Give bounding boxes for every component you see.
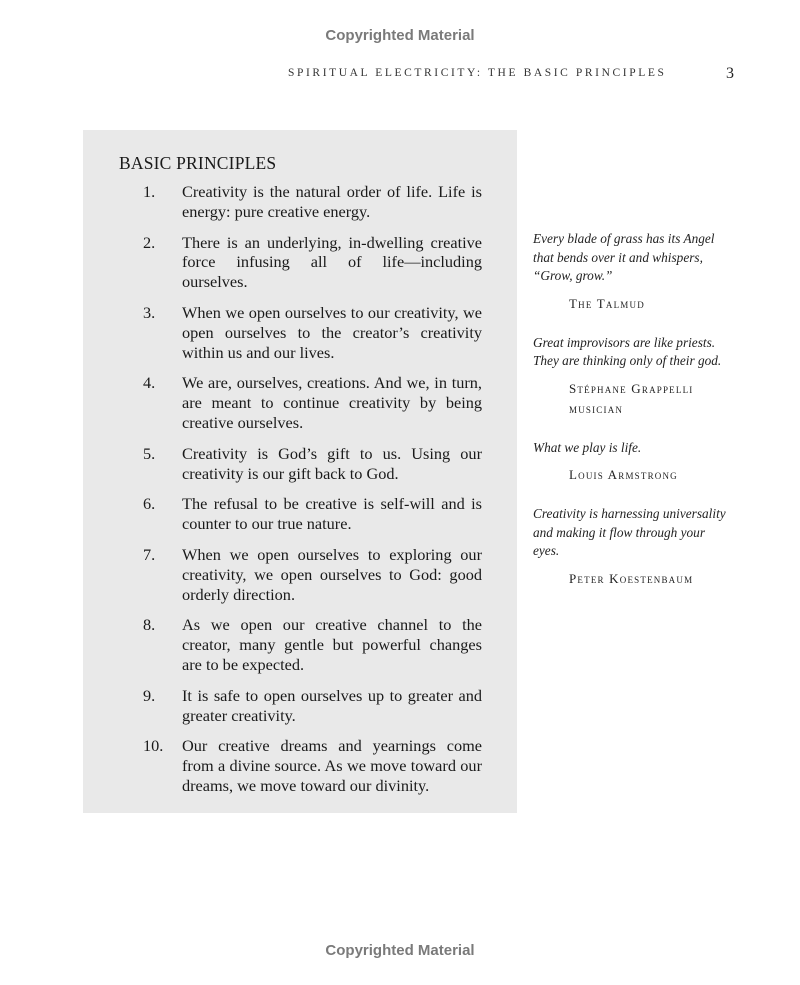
quote-author: Peter Koestenbaum xyxy=(569,570,694,586)
quote-author xyxy=(569,379,733,419)
principle-number: 5. xyxy=(143,443,156,463)
principle-number: 3. xyxy=(143,302,156,322)
principle-item xyxy=(83,494,482,534)
quote-block xyxy=(533,334,733,419)
quote-block xyxy=(533,230,733,314)
principle-number: 2. xyxy=(143,232,156,252)
quote-block xyxy=(533,439,733,486)
principle-text: Creativity is God’s gift to us. Using our creativity is our gift back to God. xyxy=(182,443,482,483)
box-title: BASIC PRINCIPLES xyxy=(119,153,277,173)
quote-author-name: Stéphane Grappelli xyxy=(569,380,694,396)
principle-text: There is an underlying, in-dwelling creative force infusing all of life—including ourselves. xyxy=(182,232,482,292)
running-header: SPIRITUAL ELECTRICITY: THE BASIC PRINCIPLES xyxy=(288,67,667,79)
principle-text: The refusal to be creative is self-will and is counter to our true nature. xyxy=(182,494,482,534)
principle-number: 4. xyxy=(143,373,156,393)
quote-text: Creativity is harnessing universality and making it flow through your eyes. xyxy=(533,506,726,558)
quote-author: Louis Armstrong xyxy=(569,467,678,482)
principle-text: We are, ourselves, creations. And we, in turn, are meant to continue creativity by being creative ourselves. xyxy=(182,373,482,432)
quote-text: What we play is life. xyxy=(533,439,642,455)
principle-item xyxy=(83,444,482,484)
principle-number: 1. xyxy=(143,182,156,201)
principle-item xyxy=(83,303,482,362)
principle-item xyxy=(83,545,482,604)
principle-text: When we open ourselves to exploring our creativity, we open ourselves to God: good orderly direction. xyxy=(182,544,482,604)
principle-number: 7. xyxy=(143,544,156,564)
principle-item xyxy=(83,233,482,292)
copyright-notice-top: Copyrighted Material xyxy=(325,27,475,44)
quote-block xyxy=(533,505,733,589)
quotes-sidebar xyxy=(533,230,733,609)
principle-text: Our creative dreams and yearnings come from a divine source. As we move toward our dreams, we move toward our divinity. xyxy=(182,736,482,795)
principle-text: Creativity is the natural order of life. Life is energy: pure creative energy. xyxy=(182,182,482,221)
principle-item xyxy=(83,373,482,432)
principle-number: 9. xyxy=(143,685,156,705)
principle-item xyxy=(83,686,482,726)
basic-principles-box xyxy=(83,130,517,813)
principle-number: 6. xyxy=(143,494,156,514)
quote-text: Great improvisors are like priests. They are thinking only of their god. xyxy=(533,334,722,368)
principle-item xyxy=(83,615,482,674)
quote-author-role: musician xyxy=(569,400,624,416)
principle-item xyxy=(83,182,482,222)
quote-text: Every blade of grass has its Angel that bends over it and whispers, “Grow, grow.” xyxy=(533,231,715,283)
principle-number: 8. xyxy=(143,615,156,635)
copyright-notice-bottom: Copyrighted Material xyxy=(325,942,475,959)
quote-author: The Talmud xyxy=(569,295,645,311)
principle-text: As we open our creative channel to the creator, many gentle but powerful changes are to be expected. xyxy=(182,615,482,674)
principle-text: It is safe to open ourselves up to greater and greater creativity. xyxy=(182,685,482,725)
page-number: 3 xyxy=(726,65,734,82)
principle-number: 10. xyxy=(143,736,164,756)
principle-text: When we open ourselves to our creativity, we open ourselves to the creator’s creativity within us and our lives. xyxy=(182,302,482,362)
principle-item xyxy=(83,736,482,795)
principles-list xyxy=(83,182,517,807)
